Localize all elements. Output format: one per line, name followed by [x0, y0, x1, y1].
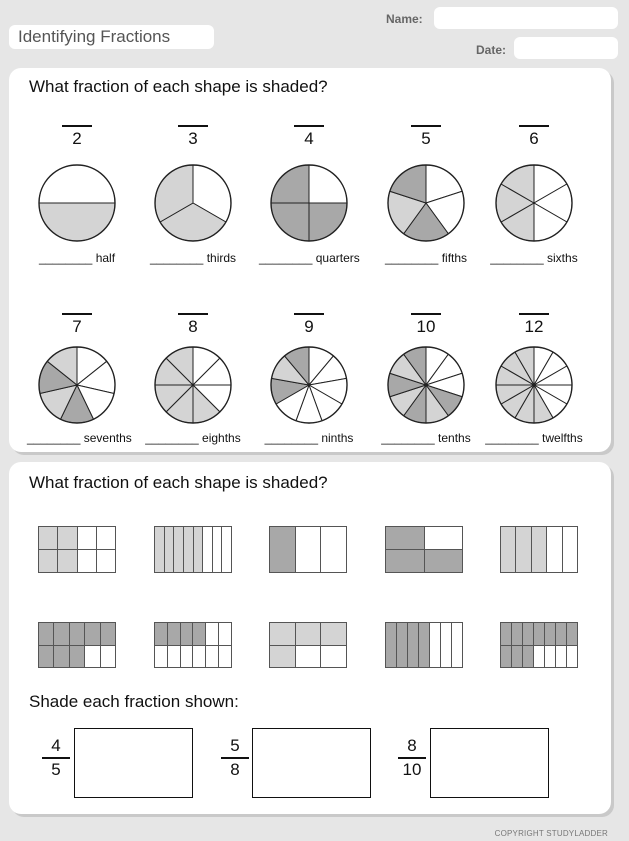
fraction-rectangle[interactable] [154, 622, 232, 668]
date-field[interactable] [514, 37, 618, 59]
rectangle-cell [386, 550, 424, 572]
fraction-rectangle[interactable] [154, 526, 232, 573]
rectangle-cell [563, 527, 577, 572]
denominator: 5 [51, 760, 61, 779]
rectangle-cell [85, 646, 99, 668]
rectangle-cell [296, 527, 321, 572]
rectangle-cell [386, 623, 396, 667]
answer-label: ________ sevenths [27, 431, 132, 445]
rectangle-cell [516, 527, 530, 572]
fraction-denominator: 3 [143, 125, 243, 148]
circle-item [376, 313, 476, 463]
rectangle-cell [194, 527, 203, 572]
rectangle-cell [545, 623, 555, 645]
rectangle-cell [155, 527, 164, 572]
rectangle-cell [206, 623, 218, 645]
fraction-denominator: 7 [27, 313, 127, 336]
fraction-rectangle[interactable] [385, 526, 463, 573]
rectangle-cell [184, 527, 193, 572]
fraction-circle[interactable] [153, 163, 233, 243]
rectangle-cell [270, 646, 295, 668]
circle-sector [39, 165, 115, 203]
shading-box[interactable] [74, 728, 193, 798]
answer-label: ________ fifths [384, 251, 468, 265]
fraction-denominator: 2 [27, 125, 127, 148]
answer-label: ________ twelfths [485, 431, 583, 445]
rectangle-cell [419, 623, 429, 667]
rectangle-cell [70, 623, 84, 645]
rectangle-cell [512, 646, 522, 668]
fraction-bar [398, 757, 426, 759]
rectangle-cell [54, 623, 68, 645]
rectangle-cell [193, 623, 205, 645]
circle-item [259, 313, 359, 463]
rectangle-cell [523, 623, 533, 645]
fraction-circle[interactable] [37, 345, 117, 425]
fraction-circle[interactable] [386, 163, 466, 243]
worksheet-title: Identifying Fractions [9, 25, 214, 49]
shading-box[interactable] [430, 728, 549, 798]
fraction-denominator: 4 [259, 125, 359, 148]
fraction-bar [294, 125, 324, 127]
rectangle-cell [222, 527, 231, 572]
rectangle-cell [567, 646, 577, 668]
circle-question: What fraction of each shape is shaded? [29, 77, 328, 96]
answer-label: ________ sixths [490, 251, 578, 265]
rectangle-cell [386, 527, 424, 549]
rectangle-cell [165, 527, 174, 572]
rectangle-cell [39, 527, 57, 549]
answer-label: ________ half [38, 251, 116, 265]
numerator: 5 [230, 736, 240, 755]
answer-label: ________ eighths [145, 431, 241, 445]
fraction-bar [178, 125, 208, 127]
rectangle-cell [425, 550, 463, 572]
rectangle-cell [78, 527, 96, 549]
rectangle-cell [58, 527, 76, 549]
rectangle-cell [193, 646, 205, 668]
numerator: 8 [407, 736, 417, 755]
rectangle-cell [213, 527, 222, 572]
rectangle-cell [39, 623, 53, 645]
rectangle-cell [101, 646, 115, 668]
rectangle-cell [174, 527, 183, 572]
fraction-bar [62, 313, 92, 315]
rectangle-cell [321, 527, 346, 572]
circle-item [143, 313, 243, 463]
rectangle-cell [181, 646, 193, 668]
rectangle-cell [534, 623, 544, 645]
rectangle-cell [545, 646, 555, 668]
fraction-circle[interactable] [494, 345, 574, 425]
fraction-denominator: 8 [143, 313, 243, 336]
fraction-denominator: 5 [376, 125, 476, 148]
rectangle-cell [425, 527, 463, 549]
fraction-circle[interactable] [153, 345, 233, 425]
name-field[interactable] [434, 7, 618, 29]
circle-item [484, 313, 584, 463]
fraction-rectangle[interactable] [38, 526, 116, 573]
rectangle-cell [39, 550, 57, 572]
rectangle-cell [547, 527, 561, 572]
rectangle-cell [155, 646, 167, 668]
fraction-bar [411, 313, 441, 315]
name-label: Name: [386, 12, 423, 26]
fraction-circle[interactable] [269, 163, 349, 243]
rectangle-cell [501, 646, 511, 668]
fraction-rectangle[interactable] [269, 622, 347, 668]
rectangle-cell [219, 646, 231, 668]
circle-sector [39, 203, 115, 241]
answer-label: ________ tenths [381, 431, 471, 445]
fraction-denominator: 9 [259, 313, 359, 336]
answer-label: ________ thirds [149, 251, 237, 265]
rectangle-cell [501, 623, 511, 645]
rectangle-cell [168, 646, 180, 668]
rectangle-cell [567, 623, 577, 645]
rectangle-cell [452, 623, 462, 667]
answer-label: ________ quarters [259, 251, 360, 265]
answer-label: ________ ninths [264, 431, 354, 445]
numerator: 4 [51, 736, 61, 755]
rectangle-cell [512, 623, 522, 645]
fraction-rectangle[interactable] [385, 622, 463, 668]
rectangle-question: What fraction of each shape is shaded? [29, 473, 328, 492]
rectangle-cell [97, 527, 115, 549]
rectangle-cell [296, 646, 321, 668]
circle-item [27, 313, 132, 463]
rectangle-cell [501, 527, 515, 572]
circle-item [259, 125, 359, 275]
date-label: Date: [476, 43, 507, 57]
rectangle-cell [556, 646, 566, 668]
given-fraction [398, 736, 426, 780]
circle-item [376, 125, 476, 275]
fraction-bar [411, 125, 441, 127]
given-fraction [42, 736, 70, 780]
rectangle-fractions-panel [9, 462, 611, 814]
rectangle-cell [321, 646, 346, 668]
fraction-rectangle[interactable] [269, 526, 347, 573]
rectangle-cell [70, 646, 84, 668]
fraction-circle[interactable] [386, 345, 466, 425]
rectangle-cell [534, 646, 544, 668]
circle-fractions-panel [9, 68, 611, 452]
rectangle-cell [219, 623, 231, 645]
fraction-circle[interactable] [37, 163, 117, 243]
rectangle-cell [408, 623, 418, 667]
shading-box[interactable] [252, 728, 371, 798]
fraction-bar [519, 125, 549, 127]
circle-item [27, 125, 127, 275]
fraction-rectangle[interactable] [500, 526, 578, 573]
rectangle-cell [441, 623, 451, 667]
shade-instruction: Shade each fraction shown: [29, 692, 239, 711]
fraction-bar [519, 313, 549, 315]
rectangle-cell [430, 623, 440, 667]
denominator: 8 [230, 760, 240, 779]
rectangle-cell [54, 646, 68, 668]
fraction-bar [221, 757, 249, 759]
rectangle-cell [206, 646, 218, 668]
fraction-circle[interactable] [269, 345, 349, 425]
rectangle-cell [155, 623, 167, 645]
rectangle-cell [270, 527, 295, 572]
fraction-denominator: 10 [376, 313, 476, 336]
given-fraction [221, 736, 249, 780]
fraction-bar [62, 125, 92, 127]
rectangle-cell [78, 550, 96, 572]
fraction-bar [294, 313, 324, 315]
rectangle-cell [556, 623, 566, 645]
rectangle-cell [39, 646, 53, 668]
denominator: 10 [402, 760, 422, 779]
fraction-rectangle[interactable] [38, 622, 116, 668]
rectangle-cell [101, 623, 115, 645]
fraction-denominator: 12 [484, 313, 584, 336]
copyright-notice: COPYRIGHT STUDYLADDER [494, 829, 608, 838]
rectangle-cell [181, 623, 193, 645]
circle-item [484, 125, 584, 275]
rectangle-cell [168, 623, 180, 645]
fraction-rectangle[interactable] [500, 622, 578, 668]
rectangle-cell [296, 623, 321, 645]
fraction-bar [178, 313, 208, 315]
rectangle-cell [321, 623, 346, 645]
rectangle-cell [397, 623, 407, 667]
fraction-bar [42, 757, 70, 759]
circle-item [143, 125, 243, 275]
rectangle-cell [532, 527, 546, 572]
rectangle-cell [523, 646, 533, 668]
rectangle-cell [203, 527, 212, 572]
fraction-circle[interactable] [494, 163, 574, 243]
rectangle-cell [97, 550, 115, 572]
rectangle-cell [270, 623, 295, 645]
fraction-denominator: 6 [484, 125, 584, 148]
rectangle-cell [85, 623, 99, 645]
rectangle-cell [58, 550, 76, 572]
